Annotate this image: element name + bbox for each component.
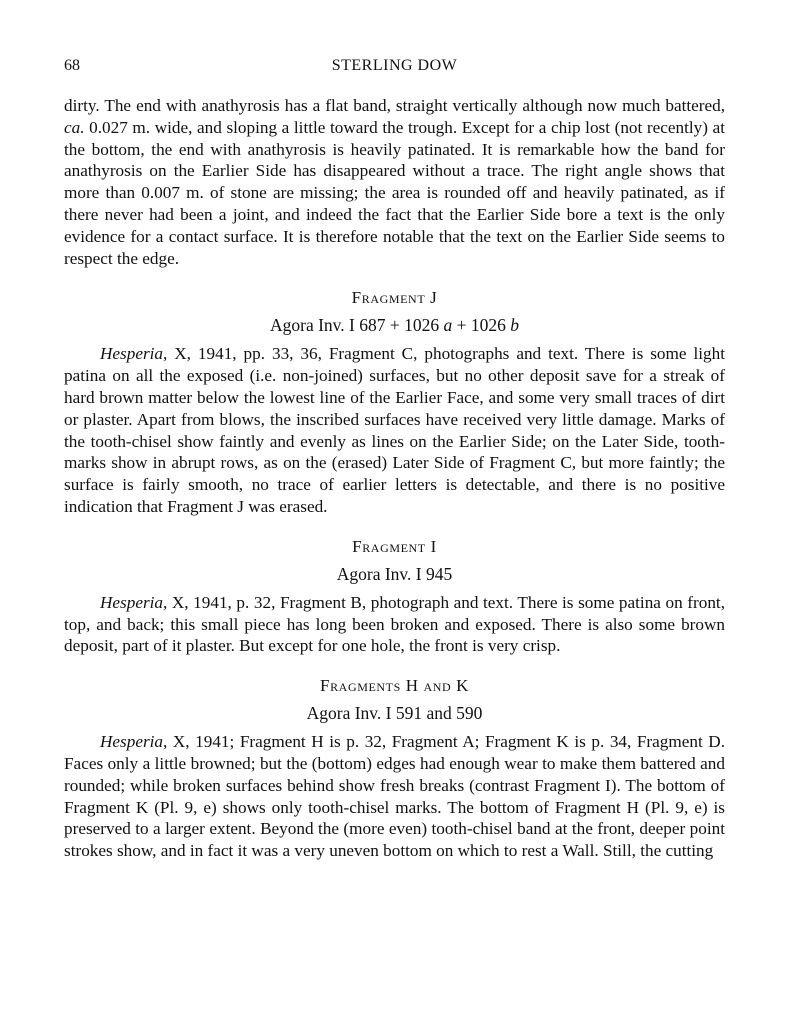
running-title: STERLING DOW [331, 57, 458, 74]
intro-paragraph: dirty. The end with anathyrosis has a flat band, straight vertically although now much battered, ca. 0.027 m. wide, and sloping a little toward the trough. Except for a chip lost (not recently) at the bottom, the end with anathyrosis is heavily patinated. It is remarkable how the band for anathyrosis on the Earlier Side has disappeared without a trace. The right angle shows that more than 0.007 m. of stone are missing; the area is rounded off and heavily patinated, as if there never had been a joint, and indeed the fact that the Earlier Side bore a text is the only evidence for a contact surface. It is therefore notable that the text on the Earlier Side seems to respect the edge. [64, 96, 725, 268]
inventory-line-fragments-h-k: Agora Inv. I 591 and 590 [306, 703, 483, 724]
paragraph-fragment-i: Hesperia, X, 1941, p. 32, Fragment B, photograph and text. There is some patina on front, top, and back; this small piece has long been broken and exposed. There is also some brown deposit, part of it plaster. But except for one hole, the front is very crisp. [64, 592, 725, 656]
section-heading-fragment-i: Fragment I [352, 536, 437, 556]
section-heading-fragments-h-k: Fragments H and K [320, 676, 469, 696]
running-header [64, 57, 725, 81]
inventory-line-fragment-j: Agora Inv. I 687 + 1026 a + 1026 b [270, 315, 519, 336]
paragraph-fragments-h-k: Hesperia, X, 1941; Fragment H is p. 32, Fragment A; Fragment K is p. 34, Fragment D. Faces only a little browned; but the (bottom) edges had enough wear to make them battered and rounded; while broken surfaces behind show fresh breaks (contrast Fragment I). The bottom of Fragment K (Pl. 9, e) shows only tooth-chisel marks. The bottom of Fragment H (Pl. 9, e) is preserved to a larger extent. Beyond the (more even) tooth-chisel band at the front, deeper point strokes show, and in fact it was a very uneven bottom on which to rest a Wall. Still, the cutting [64, 732, 725, 861]
inventory-line-fragment-i: Agora Inv. I 945 [336, 563, 453, 584]
section-heading-fragment-j: Fragment J [351, 288, 438, 308]
page [64, 57, 725, 862]
paragraph-fragment-j: Hesperia, X, 1941, pp. 33, 36, Fragment C, photographs and text. There is some light patina on all the exposed (i.e. non-joined) surfaces, but no other deposit save for a streak of hard brown matter below the lowest line of the Earlier Face, and some very small traces of dirt or plaster. Apart from blows, the inscribed surfaces have received very little damage. Marks of the tooth-chisel show faintly and evenly as lines on the Earlier Side; on the Later Side, tooth-marks show in abrupt rows, as on the (erased) Later Side of Fragment C, but more faintly; the surface is fairly smooth, no trace of earlier letters is detectable, and there is no positive indication that Fragment J was erased. [64, 344, 725, 516]
page-number: 68 [64, 57, 80, 74]
